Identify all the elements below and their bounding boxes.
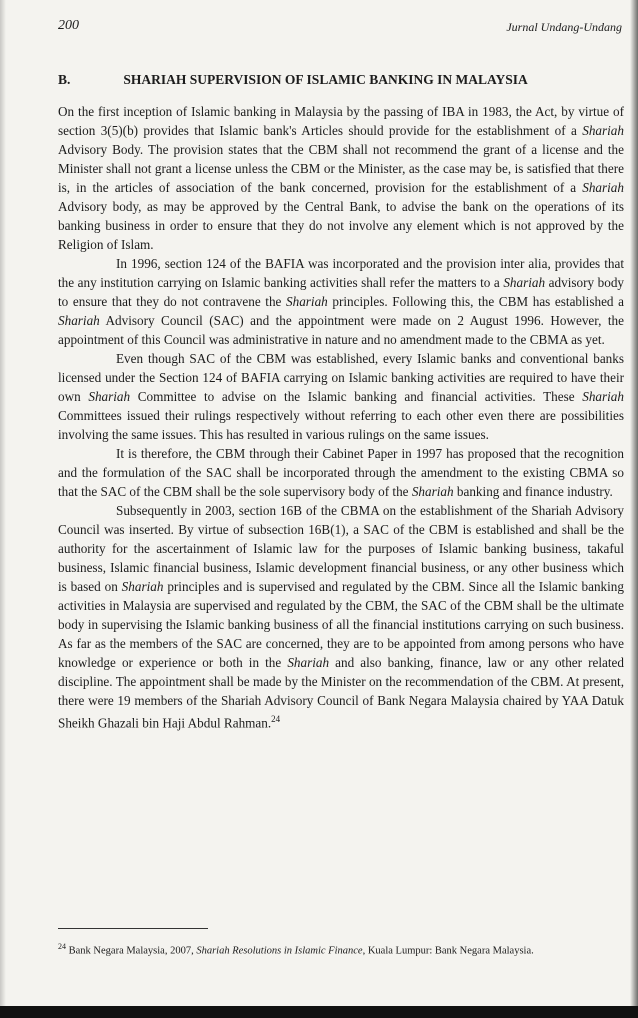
italic-term: Shariah bbox=[88, 389, 131, 404]
italic-term: Shariah bbox=[582, 123, 624, 138]
scan-bottom-edge bbox=[0, 1006, 638, 1018]
italic-term: Shariah bbox=[411, 484, 454, 499]
footnote: $^{24}$ Bank Negara Malaysia, 2007, Shariah Resolutions in Islamic Finance, Kuala Lumpur: Bank Negara Malaysia. bbox=[58, 942, 534, 957]
footnote-reference: 24 bbox=[271, 714, 281, 724]
italic-term: Shariah bbox=[287, 655, 330, 670]
scan-right-edge bbox=[630, 0, 638, 1018]
italic-term: Shariah bbox=[121, 579, 164, 594]
paragraph: Subsequently in 2003, section 16B of the CBMA on the establishment of the Shariah Advisory Council was inserted. By virtue of subsection 16B(1), a SAC of the CBM is established and shall be the authority for the ascertainment of Islamic law for the purposes of Islamic banking business, takaful business, Islamic financial business, Islamic development financial business, or any other business which is based on Shariah principles and is supervised and regulated by the CBM. Since all the Islamic banking activities in Malaysia are supervised and regulated by the CBM, the SAC of the CBM shall be the ultimate body in supervising the Islamic banking business of all the financial institutions carrying on such business. As far as the members of the SAC are concerned, they are to be appointed from among persons who have knowledge or experience or both in the Shariah and also banking, finance, law or any other related discipline. The appointment shall be made by the Minister on the recommendation of the CBM. At present, there were 19 members of the Shariah Advisory Council of Bank Negara Malaysia chaired by YAA Datuk Sheikh Ghazali bin Haji Abdul Rahman.$^{24}$ bbox=[58, 503, 625, 731]
journal-title: Jurnal Undang-Undang bbox=[506, 20, 622, 34]
section-letter: B. bbox=[58, 72, 71, 87]
scan-left-edge bbox=[0, 0, 6, 1018]
paragraph: Even though SAC of the CBM was established, every Islamic banks and conventional banks licensed under the Section 124 of BAFIA carrying on Islamic banking activities are required to have their own Shariah Committee to advise on the Islamic banking and financial activities. These Shariah Committees issued their rulings respectively without referring to each other even there are possibilities involving the same issues. This has resulted in various rulings on the same issues. bbox=[58, 351, 624, 442]
section-title: SHARIAH SUPERVISION OF ISLAMIC BANKING IN MALAYSIA bbox=[123, 72, 528, 87]
paragraph: It is therefore, the CBM through their Cabinet Paper in 1997 has proposed that the recognition and the formulation of the SAC shall be incorporated through the amendment to the existing CBMA so that the SAC of the CBM shall be the sole supervisory body of the Shariah banking and finance industry. bbox=[58, 446, 624, 499]
italic-term: Shariah Resolutions in Islamic Finance bbox=[196, 945, 363, 957]
italic-term: Shariah bbox=[582, 389, 624, 404]
paragraph: On the first inception of Islamic banking in Malaysia by the passing of IBA in 1983, the Act, by virtue of section 3(5)(b) provides that Islamic bank's Articles should provide for the establishment of a Shariah Advisory Body. The provision states that the CBM shall not recommend the grant of a license and the Minister shall not grant a license unless the CBM or the Minister, as the case may be, is satisfied that there is, in the articles of association of the bank concerned, provision for the establishment of a Shariah Advisory body, as may be approved by the Central Bank, to advise the bank on the operations of its banking business in order to ensure that they do not involve any element which is not approved by the Religion of Islam. bbox=[58, 104, 624, 252]
footnote-marker: 24 bbox=[58, 942, 66, 951]
section-heading bbox=[58, 72, 622, 88]
paragraph: In 1996, section 124 of the BAFIA was incorporated and the provision inter alia, provides that the any institution carrying on Islamic banking activities shall refer the matters to a Shariah advisory body to ensure that they do not contravene the Shariah principles. Following this, the CBM has established a Shariah Advisory Council (SAC) and the appointment were made on 2 August 1996. However, the appointment of this Council was administrative in nature and no amendment made to the CBMA as yet. bbox=[58, 256, 625, 347]
body-text bbox=[58, 102, 624, 732]
italic-term: Shariah bbox=[503, 275, 546, 290]
page-header bbox=[58, 18, 622, 38]
page-number: 200 bbox=[58, 18, 79, 33]
footnote-rule bbox=[58, 928, 208, 929]
italic-term: Shariah bbox=[58, 313, 100, 328]
italic-term: Shariah bbox=[582, 180, 624, 195]
italic-term: Shariah bbox=[286, 294, 328, 309]
